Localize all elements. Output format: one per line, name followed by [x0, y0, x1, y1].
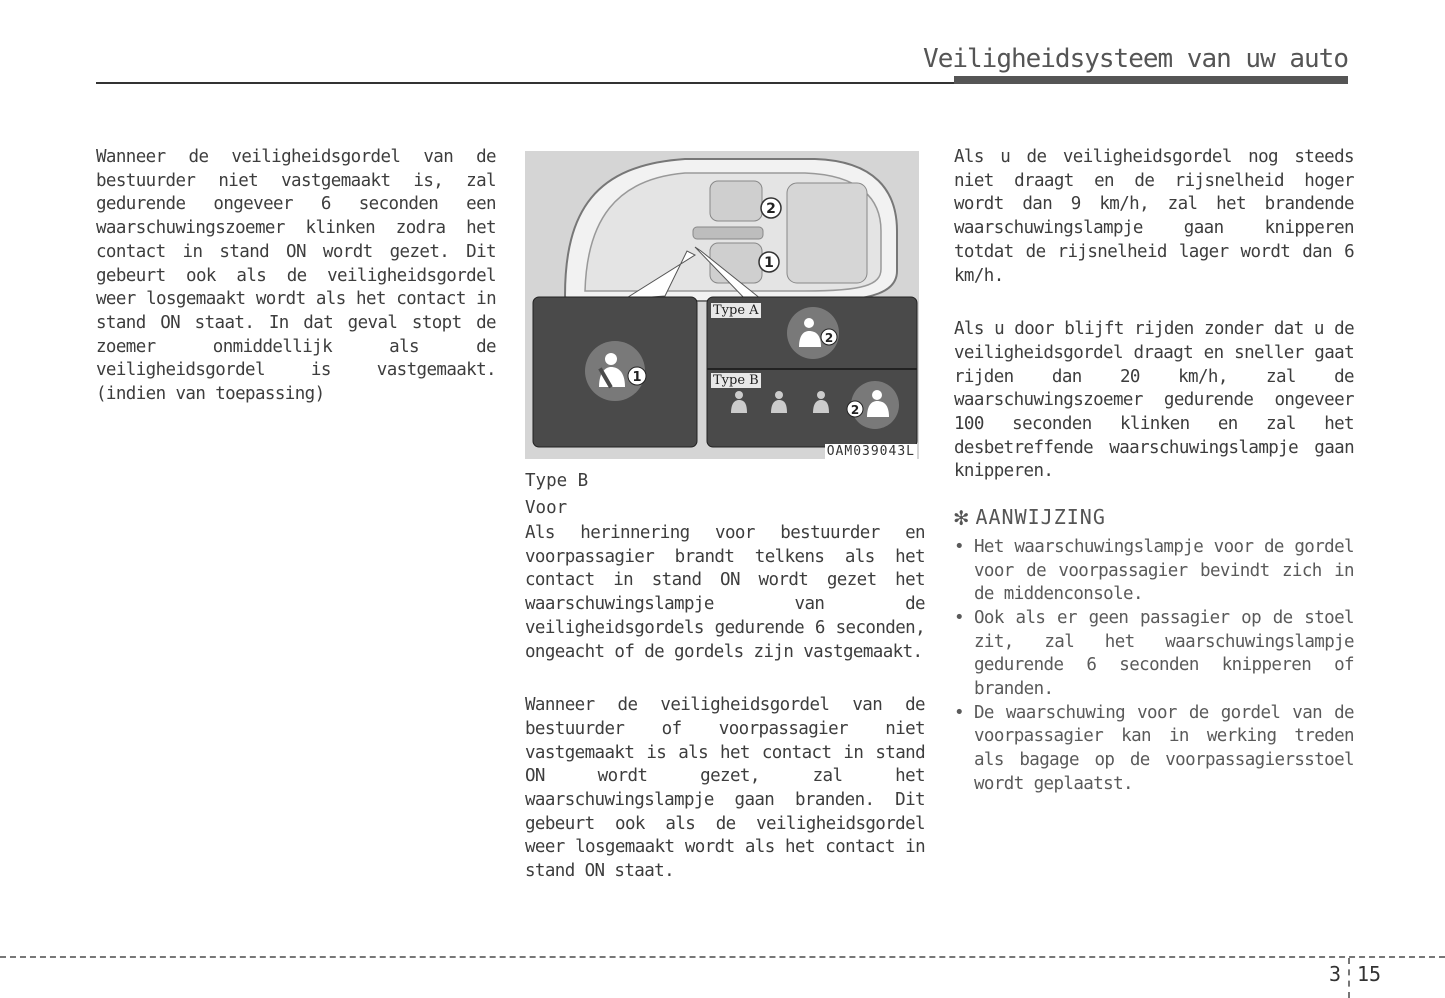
rear-seats — [787, 183, 867, 283]
chapter-number: 3 — [1329, 962, 1342, 986]
note-heading — [954, 503, 1354, 532]
type-a-marker-text: 2 — [824, 331, 834, 345]
column-right — [954, 146, 1354, 797]
header-rule — [96, 82, 954, 84]
driver-belt-paragraph: Wanneer de veiligheidsgordel van de bestuurder niet vastgemaakt is, zal gedurende ongeveer 6 seconden een waarschuwingszoemer klinken zodra het contact in stand ON wordt gezet. Dit gebeurt ook als de veiligheidsgordel weer losgemaakt wordt als het contact in stand ON staat. In dat geval stopt de zoemer onmiddellijk als de veiligheidsgordel is vastgemaakt. (indien van toepassing) — [96, 147, 496, 405]
marker-1-text: 1 — [764, 255, 774, 271]
seatbelt-warning-illustration — [525, 151, 919, 459]
footer-rule — [0, 956, 1445, 958]
front-seat-driver — [710, 243, 762, 283]
center-console — [693, 227, 763, 239]
type-b-label: Type B — [713, 373, 759, 388]
caption-voor: Voor — [525, 498, 568, 518]
figure-code: OAM039043L — [826, 444, 915, 459]
footer-separator — [1348, 958, 1350, 998]
column-middle — [525, 468, 925, 884]
note-item: • De waarschuwing voor de gordel van de voorpassagier kan in werking treden als bagage op de voorpassagiersstoel wordt geplaatst. — [954, 702, 1354, 797]
type-b-marker-text: 2 — [850, 403, 860, 417]
asterisk-icon: ✻ — [954, 503, 970, 532]
note-list — [954, 536, 1354, 797]
unfastened-paragraph: Wanneer de veiligheidsgordel van de bestuurder of voorpassagier niet vastgemaakt is als het contact in stand ON wordt gezet, zal het waarschuwingslampje gaan branden. Dit gebeurt ook als de veiligheidsgordel weer losgemaakt wordt als het contact in stand ON staat. — [525, 695, 925, 882]
column-left — [96, 146, 496, 407]
reminder-paragraph: Als herinnering voor bestuurder en voorpassagier brandt telkens als het contact in stand ON wordt gezet het waarschuwingslampje van de veiligheidsgordels gedurende 6 seconden, ongeacht of de gordels zijn vastgemaakt. — [525, 523, 925, 662]
note-title: AANWIJZING — [975, 505, 1106, 530]
front-seat-passenger — [710, 181, 762, 221]
page-number: 15 — [1357, 962, 1382, 986]
caption-type: Type B — [525, 471, 589, 491]
header-bar — [954, 76, 1348, 84]
panel-marker-1-text: 1 — [632, 370, 642, 385]
note-item: • Het waarschuwingslampje voor de gordel voor de voorpassagier bevindt zich in de middenconsole. — [954, 536, 1354, 607]
note-item: • Ook als er geen passagier op de stoel zit, zal het waarschuwingslampje gedurende 6 seconden knipperen of branden. — [954, 607, 1354, 702]
section-title: Veiligheidsysteem van uw auto — [923, 44, 1348, 74]
speed-9-paragraph: Als u de veiligheidsgordel nog steeds niet draagt en de rijsnelheid hoger wordt dan 9 km/h, zal het brandende waarschuwingslampje gaan knipperen totdat de rijsnelheid lager wordt dan 6 km/h. — [954, 147, 1354, 286]
marker-2-text: 2 — [766, 201, 776, 217]
type-a-label: Type A — [713, 303, 759, 318]
speed-20-paragraph: Als u door blijft rijden zonder dat u de veiligheidsgordel draagt en sneller gaat rijden dan 20 km/h, zal de waarschuwingszoemer gedurende ongeveer 100 seconden klinken en zal het desbetreffende waarschuwingslampje gaan knipperen. — [954, 319, 1354, 482]
